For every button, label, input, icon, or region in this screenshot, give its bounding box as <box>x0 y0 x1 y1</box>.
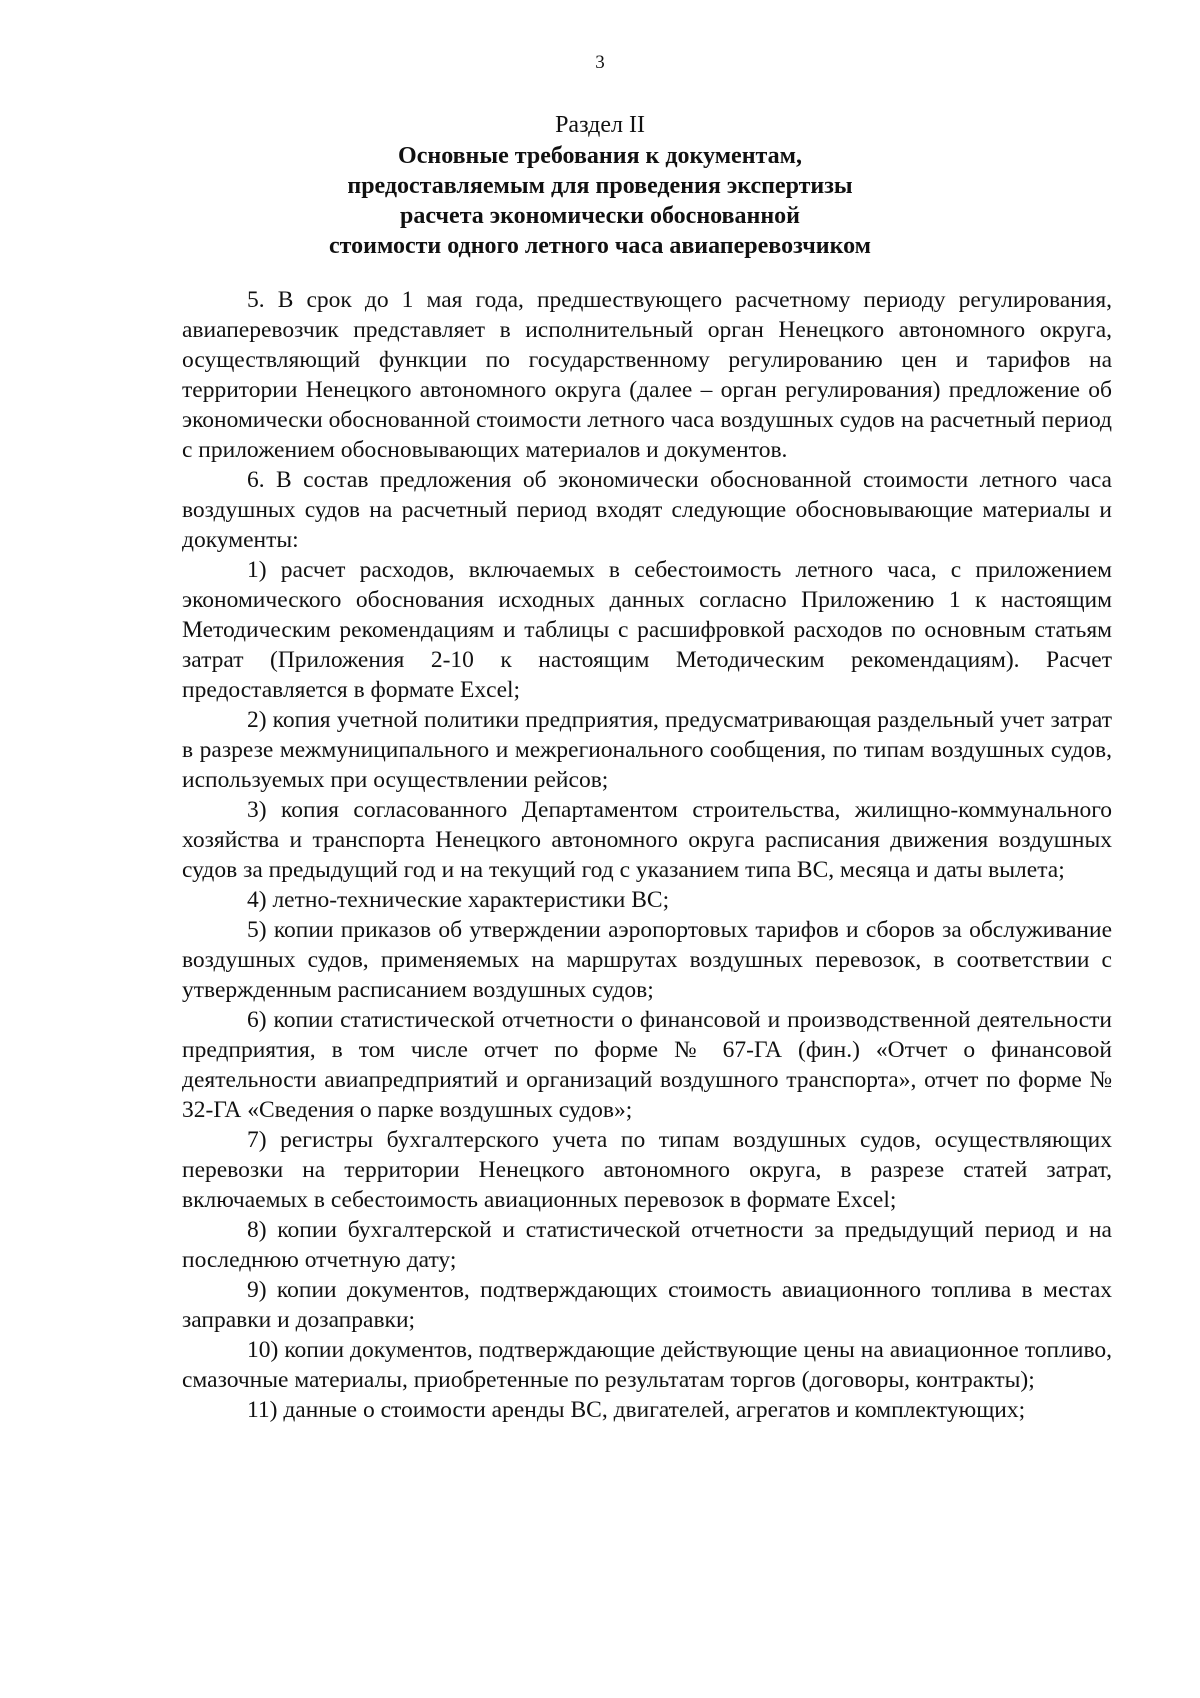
heading-line: Основные требования к документам, <box>398 143 802 169</box>
list-item-11: 11) данные о стоимости аренды ВС, двигателей, агрегатов и комплектующих; <box>247 1397 1026 1423</box>
section-heading <box>0 141 1200 261</box>
heading-line: расчета экономически обоснованной <box>399 203 801 229</box>
list-item-1: 1) расчет расходов, включаемых в себестоимость летного часа, с приложением экономического обоснования исходных данных согласно Приложению 1 к настоящим Методическим рекомендациям и таблицы с расшифровкой расходов по основным статьям затрат (Приложения 2-10 к настоящим Методическим рекомендациям). Расчет предоставляется в формате Excel; <box>182 557 1112 703</box>
list-item-9: 9) копии документов, подтверждающих стоимость авиационного топлива в местах заправки и дозаправки; <box>182 1277 1112 1333</box>
heading-line: стоимости одного летного часа авиаперевозчиком <box>328 233 872 259</box>
list-item-7: 7) регистры бухгалтерского учета по типам воздушных судов, осуществляющих перевозки на территории Ненецкого автономного округа, в разрезе статей затрат, включаемых в себестоимость авиационных перевозок в формате Excel; <box>182 1127 1112 1213</box>
list-item-6: 6) копии статистической отчетности о финансовой и производственной деятельности предприятия, в том числе отчет по форме № 67-ГА (фин.) «Отчет о финансовой деятельности авиапредприятий и организаций воздушного транспорта», отчет по форме № 32-ГА «Сведения о парке воздушных судов»; <box>182 1007 1112 1123</box>
list-item-5: 5) копии приказов об утверждении аэропортовых тарифов и сборов за обслуживание воздушных судов, применяемых на маршрутах воздушных перевозок, в соответствии с утвержденным расписанием воздушных судов; <box>182 917 1112 1003</box>
page-number: 3 <box>595 52 605 73</box>
section-title: Раздел II <box>555 112 645 138</box>
heading-line: предоставляемым для проведения экспертизы <box>347 173 853 199</box>
paragraph-6: 6. В состав предложения об экономически обоснованной стоимости летного часа воздушных судов на расчетный период входят следующие обосновывающие материалы и документы: <box>182 467 1112 553</box>
paragraph-5: 5. В срок до 1 мая года, предшествующего расчетному периоду регулирования, авиаперевозчик представляет в исполнительный орган Ненецкого автономного округа, осуществляющий функции по государственному регулированию цен и тарифов на территории Ненецкого автономного округа (далее – орган регулирования) предложение об экономически обоснованной стоимости летного часа воздушных судов на расчетный период с приложением обосновывающих материалов и документов. <box>182 287 1112 463</box>
list-item-8: 8) копии бухгалтерской и статистической отчетности за предыдущий период и на последнюю отчетную дату; <box>182 1217 1112 1273</box>
list-item-2: 2) копия учетной политики предприятия, предусматривающая раздельный учет затрат в разрезе межмуниципального и межрегионального сообщения, по типам воздушных судов, используемых при осуществлении рейсов; <box>182 707 1112 793</box>
list-item-3: 3) копия согласованного Департаментом строительства, жилищно-коммунального хозяйства и транспорта Ненецкого автономного округа расписания движения воздушных судов за предыдущий год и на текущий год с указанием типа ВС, месяца и даты вылета; <box>182 797 1112 883</box>
document-body <box>182 285 1112 1425</box>
list-item-10: 10) копии документов, подтверждающие действующие цены на авиационное топливо, смазочные материалы, приобретенные по результатам торгов (договоры, контракты); <box>182 1337 1112 1393</box>
list-item-4: 4) летно-технические характеристики ВС; <box>247 887 670 913</box>
